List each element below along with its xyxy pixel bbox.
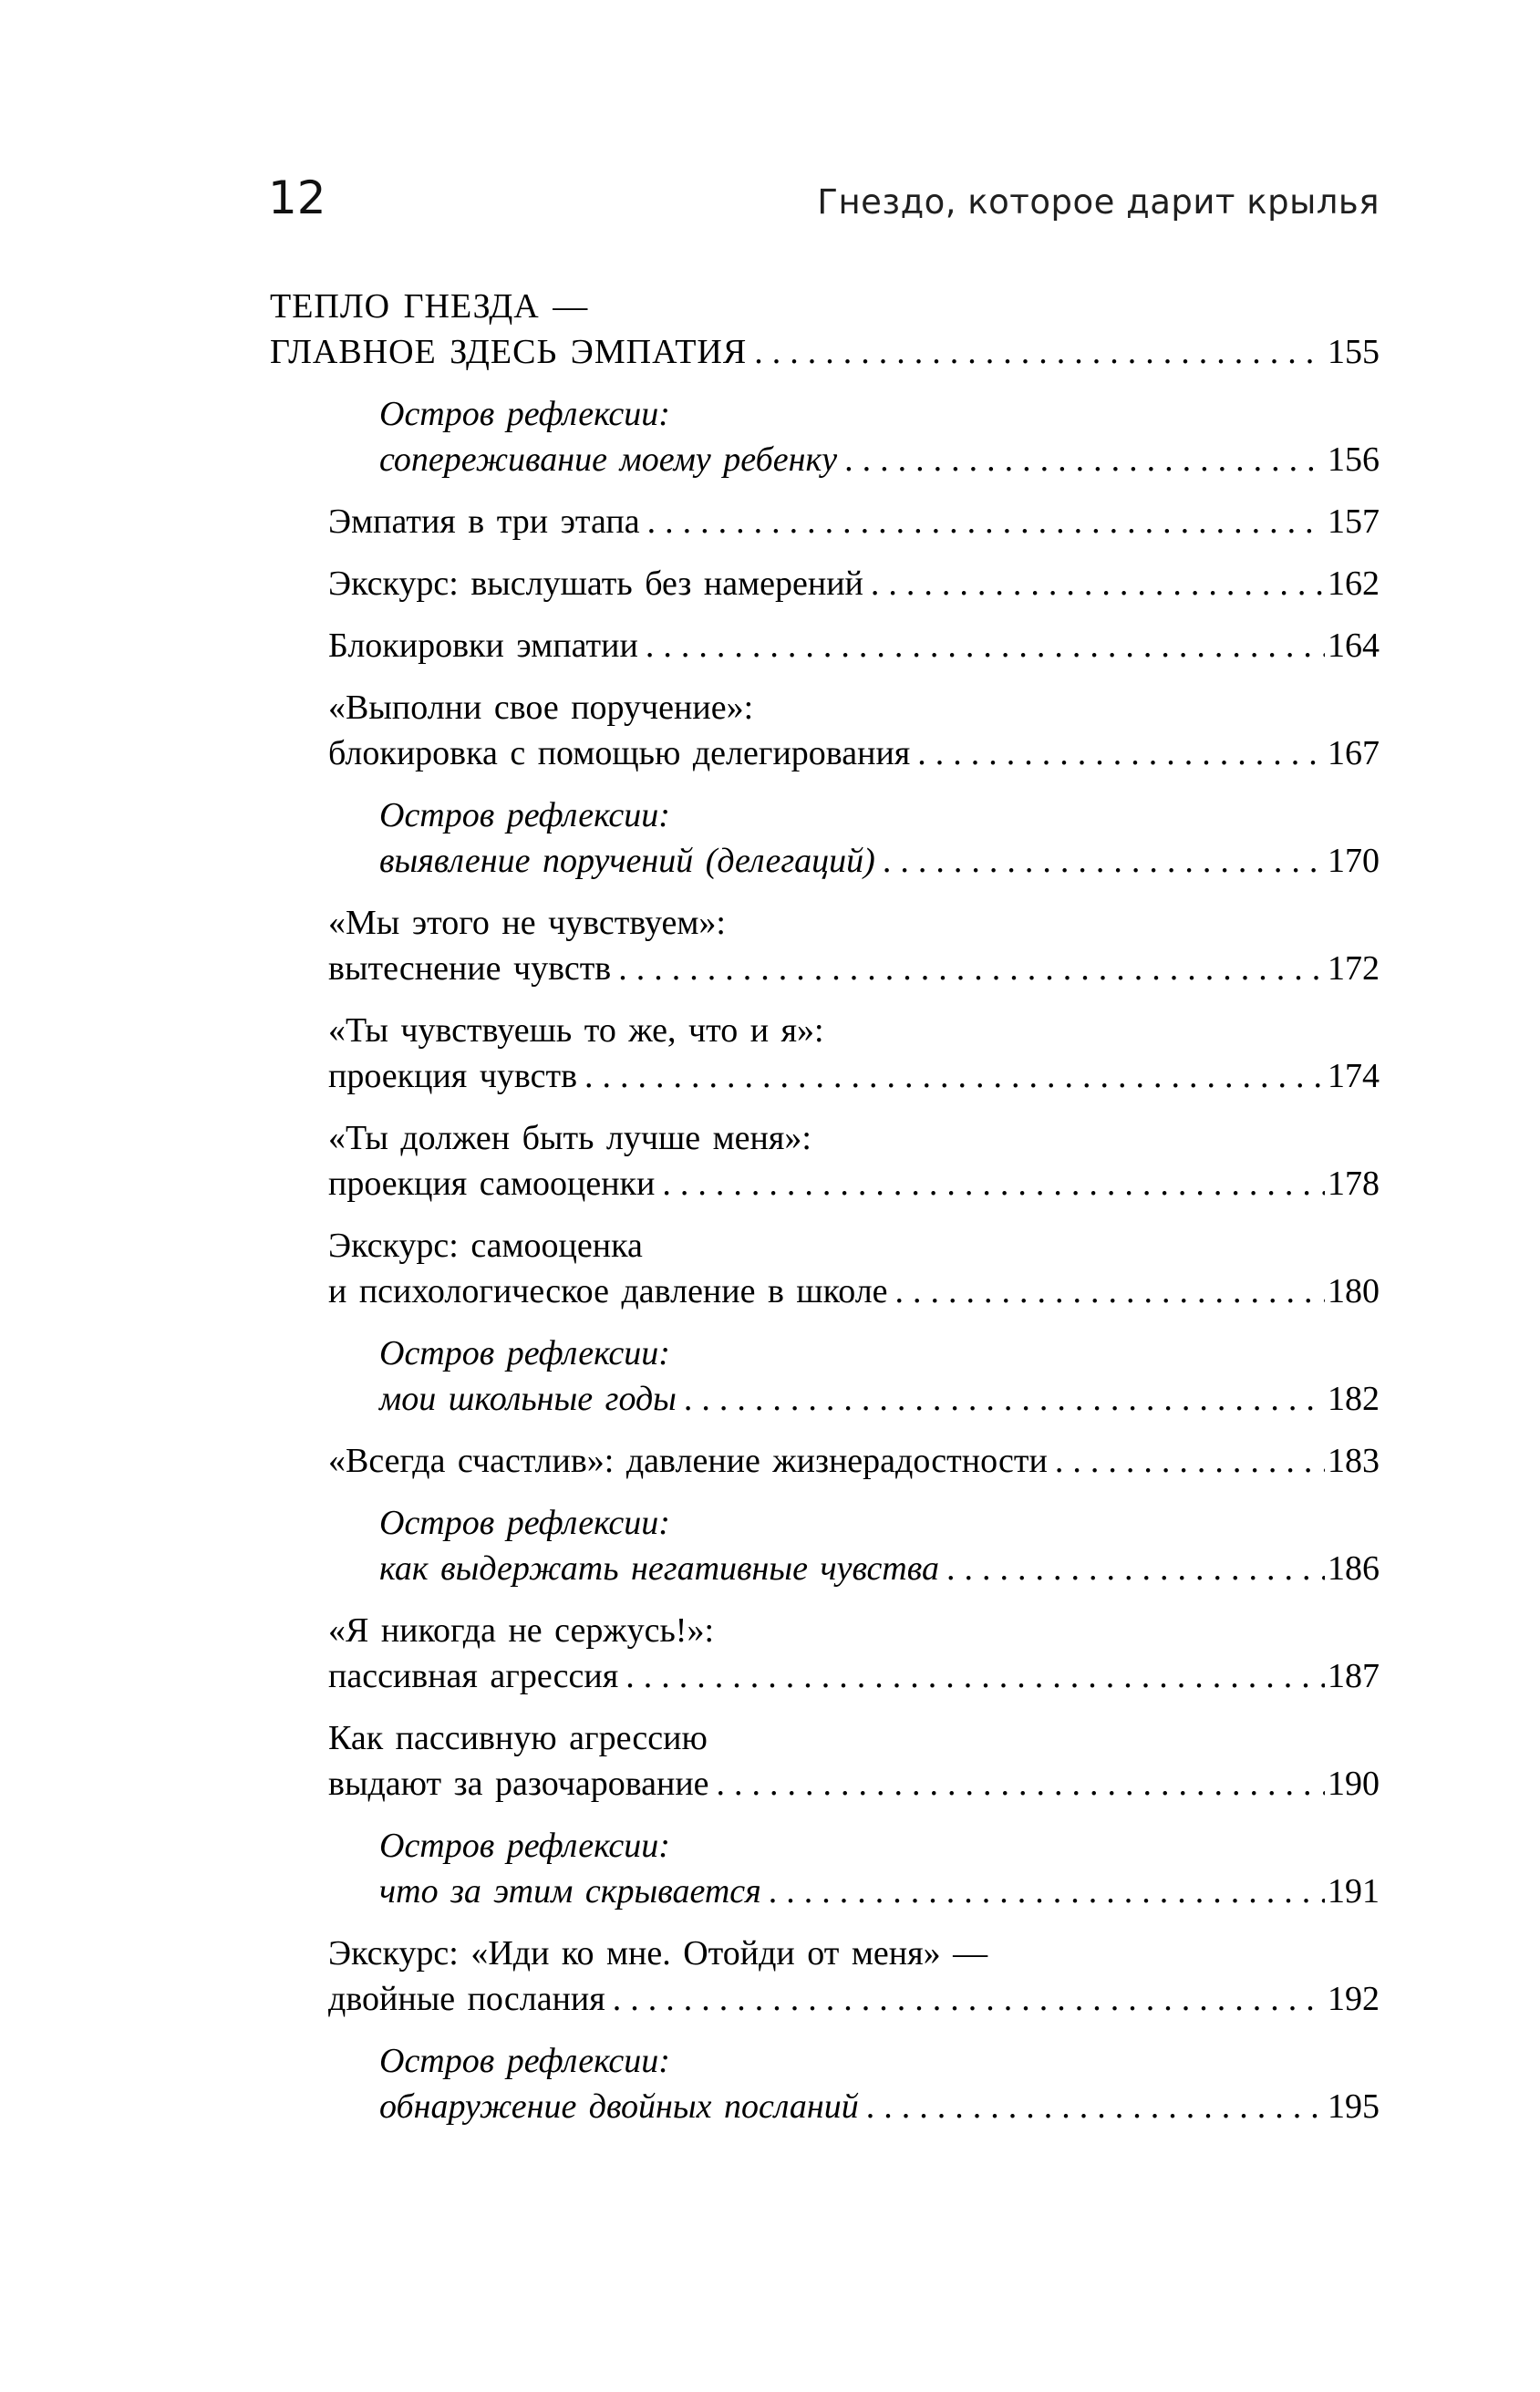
toc-entry [328, 1438, 1380, 1484]
toc-entry-line [379, 792, 1380, 838]
dot-leader [883, 838, 1325, 884]
dot-leader [618, 946, 1325, 991]
toc-entry-line [328, 1976, 1380, 2022]
toc-page-number: 191 [1328, 1872, 1380, 1910]
table-of-contents [270, 284, 1380, 2129]
toc-entry-title: выдают за разочарование [328, 1765, 709, 1803]
toc-entry-title: сопереживание моему ребенку [379, 440, 838, 479]
toc-entry-title: двойные послания [328, 1980, 605, 2018]
toc-entry-line [328, 1608, 1380, 1653]
toc-entry-line [328, 1761, 1380, 1807]
toc-page-number: 156 [1328, 440, 1380, 479]
toc-entry [328, 1115, 1380, 1206]
running-header: Гнездо, которое дарит крылья [817, 182, 1380, 222]
toc-entry-title: ГЛАВНОЕ ЗДЕСЬ ЭМПАТИЯ [270, 333, 748, 371]
toc-entry-title: мои школьные годы [379, 1380, 677, 1418]
dot-leader [844, 437, 1325, 482]
toc-page-number: 190 [1328, 1765, 1380, 1803]
toc-entry-line [379, 437, 1380, 482]
toc-entry-title: «Ты чувствуешь то же, что и я»: [328, 1011, 824, 1050]
toc-entry-title: проекция самооценки [328, 1165, 656, 1203]
toc-entry-title: Экскурс: выслушать без намерений [328, 564, 863, 603]
toc-entry-line [379, 2038, 1380, 2084]
dot-leader [717, 1761, 1325, 1807]
toc-entry [270, 284, 1380, 375]
dot-leader [1055, 1438, 1325, 1484]
toc-entry-line [328, 499, 1380, 544]
dot-leader [917, 730, 1325, 776]
toc-page-number: 186 [1328, 1549, 1380, 1588]
toc-entry [328, 1715, 1380, 1807]
toc-page-number: 195 [1328, 2087, 1380, 2126]
toc-entry-line [328, 1268, 1380, 1314]
toc-entry-title: обнаружение двойных посланий [379, 2087, 859, 2126]
toc-entry-title: Эмпатия в три этапа [328, 502, 640, 541]
toc-entry-line [328, 561, 1380, 606]
toc-entry [328, 1608, 1380, 1699]
toc-entry [328, 561, 1380, 606]
toc-page-number: 155 [1328, 333, 1380, 371]
toc-entry-title: Как пассивную агрессию [328, 1719, 708, 1757]
toc-page-number: 174 [1328, 1057, 1380, 1095]
toc-page-number: 162 [1328, 564, 1380, 603]
toc-entry-line [328, 1715, 1380, 1761]
toc-entry [328, 1931, 1380, 2022]
toc-entry-line [270, 329, 1380, 375]
toc-entry-line [379, 1331, 1380, 1376]
toc-entry-title: Остров рефлексии: [379, 1334, 670, 1372]
toc-entry-title: «Ты должен быть лучше меня»: [328, 1119, 811, 1157]
toc-entry-line [328, 1223, 1380, 1268]
toc-entry-title: блокировка с помощью делегирования [328, 734, 911, 772]
toc-entry [379, 1331, 1380, 1422]
page-number-folio: 12 [268, 171, 326, 224]
toc-entry [379, 792, 1380, 884]
toc-entry-title: «Мы этого не чувствуем»: [328, 904, 726, 942]
toc-entry-line [379, 1869, 1380, 1914]
toc-entry-title: «Я никогда не сержусь!»: [328, 1611, 715, 1650]
toc-entry-title: выявление поручений (делегаций) [379, 842, 875, 880]
toc-page-number: 182 [1328, 1380, 1380, 1418]
toc-entry-line [328, 1653, 1380, 1699]
toc-entry-line [379, 2084, 1380, 2129]
toc-entry [379, 1500, 1380, 1591]
toc-page-number: 183 [1328, 1442, 1380, 1480]
toc-entry-title: проекция чувств [328, 1057, 578, 1095]
toc-entry-title: Блокировки эмпатии [328, 626, 638, 665]
toc-entry-line [379, 1500, 1380, 1546]
toc-entry-line [328, 1161, 1380, 1206]
toc-page-number: 187 [1328, 1657, 1380, 1695]
toc-entry [379, 391, 1380, 482]
toc-entry-line [328, 623, 1380, 668]
toc-entry-line [328, 1931, 1380, 1976]
toc-entry-title: «Выполни свое поручение»: [328, 689, 754, 727]
dot-leader [584, 1053, 1325, 1099]
toc-entry-title: Остров рефлексии: [379, 1504, 670, 1542]
dot-leader [769, 1869, 1325, 1914]
toc-entry-line [328, 730, 1380, 776]
toc-page-number: 164 [1328, 626, 1380, 665]
dot-leader [946, 1546, 1325, 1591]
toc-entry [328, 685, 1380, 776]
toc-entry-line [379, 1546, 1380, 1591]
toc-entry-title: пассивная агрессия [328, 1657, 619, 1695]
toc-entry [328, 1223, 1380, 1314]
dot-leader [647, 499, 1325, 544]
dot-leader [646, 623, 1325, 668]
toc-page-number: 157 [1328, 502, 1380, 541]
toc-entry-title: ТЕПЛО ГНЕЗДА — [270, 287, 589, 326]
toc-entry [328, 900, 1380, 991]
toc-entry-title: Экскурс: самооценка [328, 1227, 643, 1265]
toc-entry [379, 1823, 1380, 1914]
toc-entry-title: Остров рефлексии: [379, 796, 670, 834]
toc-entry-line [328, 1115, 1380, 1161]
toc-entry-line [270, 284, 1380, 329]
toc-page-number: 172 [1328, 949, 1380, 988]
dot-leader [684, 1376, 1325, 1422]
toc-entry-title: вытеснение чувств [328, 949, 612, 988]
toc-entry-title: «Всегда счастлив»: давление жизнерадостности [328, 1442, 1048, 1480]
toc-entry-line [379, 391, 1380, 437]
toc-entry-title: Остров рефлексии: [379, 2042, 670, 2080]
toc-entry-line [379, 1376, 1380, 1422]
toc-entry [379, 2038, 1380, 2129]
toc-entry-title: что за этим скрывается [379, 1872, 761, 1910]
toc-page-number: 180 [1328, 1272, 1380, 1310]
dot-leader [871, 561, 1325, 606]
toc-entry-line [328, 900, 1380, 946]
dot-leader [866, 2084, 1325, 2129]
toc-entry-title: Остров рефлексии: [379, 1827, 670, 1865]
dot-leader [613, 1976, 1325, 2022]
toc-entry-line [328, 685, 1380, 730]
toc-entry-title: как выдержать негативные чувства [379, 1549, 939, 1588]
dot-leader [625, 1653, 1325, 1699]
toc-entry-line [328, 946, 1380, 991]
toc-page-number: 192 [1328, 1980, 1380, 2018]
dot-leader [895, 1268, 1325, 1314]
toc-entry-line [379, 838, 1380, 884]
toc-entry-line [328, 1438, 1380, 1484]
toc-entry-title: и психологическое давление в школе [328, 1272, 888, 1310]
dot-leader [754, 329, 1325, 375]
toc-entry [328, 623, 1380, 668]
toc-entry-line [328, 1053, 1380, 1099]
toc-page-number: 170 [1328, 842, 1380, 880]
toc-page-number: 167 [1328, 734, 1380, 772]
toc-entry [328, 499, 1380, 544]
toc-entry-title: Экскурс: «Иди ко мне. Отойди от меня» — [328, 1934, 988, 1973]
toc-entry-title: Остров рефлексии: [379, 395, 670, 433]
toc-entry-line [328, 1008, 1380, 1053]
toc-entry-line [379, 1823, 1380, 1869]
dot-leader [662, 1161, 1325, 1206]
toc-page-number: 178 [1328, 1165, 1380, 1203]
toc-entry [328, 1008, 1380, 1099]
